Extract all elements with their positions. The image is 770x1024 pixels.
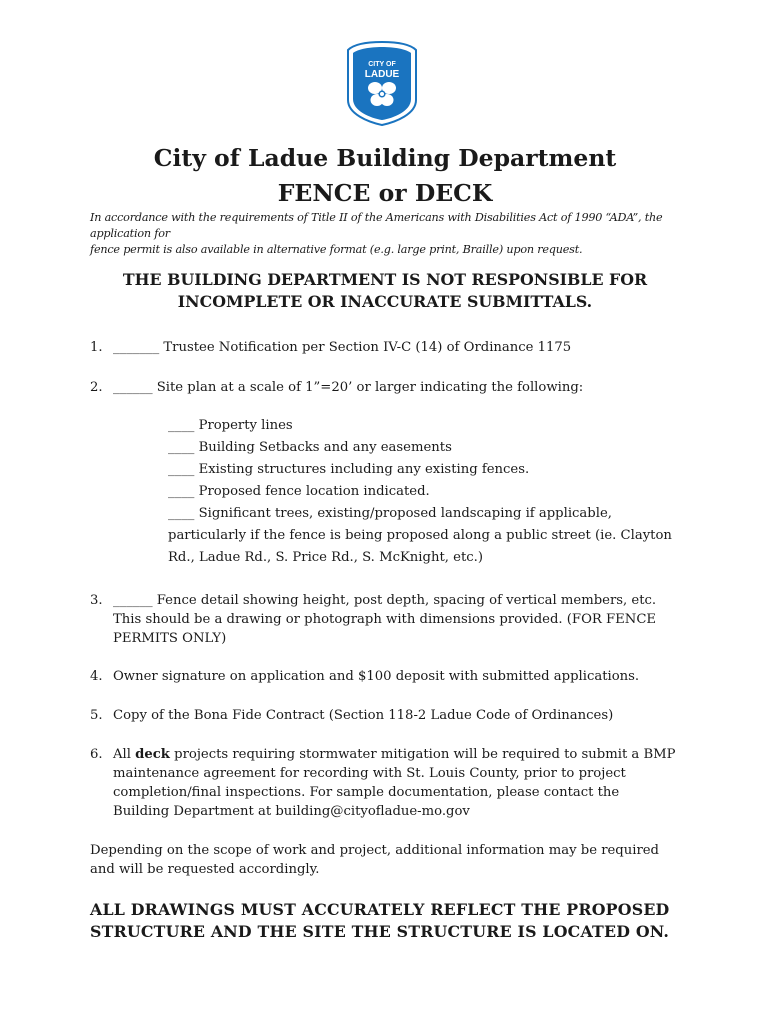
closing-line-1: Depending on the scope of work and project, additional information may be required (90, 843, 660, 858)
item-number: 2. (90, 380, 103, 395)
item-text-line: ______ Fence detail showing height, post depth, spacing of vertical members, etc. (113, 593, 657, 608)
site-plan-item: ____ Building Setbacks and any easements (168, 440, 452, 455)
item-text-line: completion/final inspections. For sample documentation, please contact the (113, 785, 620, 800)
final-statement-line-1: ALL DRAWINGS MUST ACCURATELY REFLECT THE PROPOSED (90, 900, 670, 919)
site-plan-item: ____ Proposed fence location indicated. (168, 484, 430, 499)
site-plan-item: ____ Significant trees, existing/proposed landscaping if applicable, (168, 506, 612, 521)
item-number: 6. (90, 747, 103, 762)
item-text: Owner signature on application and $100 deposit with submitted applications. (113, 669, 640, 684)
site-plan-item: Rd., Ladue Rd., S. Price Rd., S. McKnight, etc.) (168, 550, 483, 565)
warning-line-2: INCOMPLETE OR INACCURATE SUBMITTALS. (177, 292, 593, 311)
site-plan-item: ____ Existing structures including any existing fences. (168, 462, 530, 477)
item-text: _______ Trustee Notification per Section IV-C (14) of Ordinance 1175 (113, 340, 572, 355)
item-number: 5. (90, 708, 103, 723)
closing-line-2: and will be requested accordingly. (90, 862, 320, 877)
ada-notice (90, 210, 720, 258)
page-title: City of Ladue Building Department (153, 144, 617, 172)
item-text-bold: deck (135, 747, 170, 762)
ada-line-2: fence permit is also available in alternative format (e.g. large print, Braille) upon request. (90, 243, 583, 256)
item-number: 1. (90, 340, 103, 355)
item-text: ______ Site plan at a scale of 1”=20’ or larger indicating the following: (113, 380, 584, 395)
item-number: 4. (90, 669, 103, 684)
item-text-line: PERMITS ONLY) (113, 631, 227, 646)
item-text-pre: All (113, 747, 136, 762)
city-of-ladue-logo (344, 40, 420, 126)
warning-line-1: THE BUILDING DEPARTMENT IS NOT RESPONSIBLE FOR (122, 270, 648, 289)
logo-line1: CITY OF (368, 61, 396, 68)
logo-line2: LADUE (364, 69, 400, 80)
item-text-line: maintenance agreement for recording with St. Louis County, prior to project (113, 766, 626, 781)
item-text-line (113, 745, 676, 764)
item-number: 3. (90, 593, 103, 608)
item-text: Copy of the Bona Fide Contract (Section 118-2 Ladue Code of Ordinances) (113, 708, 614, 723)
item-text-line: This should be a drawing or photograph with dimensions provided. (FOR FENCE (113, 612, 657, 627)
ada-line-1: In accordance with the requirements of Title II of the Americans with Disabilities Act of 1990 “ADA”, the application for (90, 211, 663, 240)
item-text-post: projects requiring stormwater mitigation will be required to submit a BMP (169, 747, 676, 762)
page-subtitle: FENCE or DECK (277, 179, 493, 207)
final-statement-line-2: STRUCTURE AND THE SITE THE STRUCTURE IS LOCATED ON. (90, 922, 670, 941)
site-plan-item: ____ Property lines (168, 418, 293, 433)
item-text-line: Building Department at building@cityofladue-mo.gov (113, 804, 470, 819)
site-plan-item: particularly if the fence is being proposed along a public street (ie. Clayton (168, 528, 672, 543)
